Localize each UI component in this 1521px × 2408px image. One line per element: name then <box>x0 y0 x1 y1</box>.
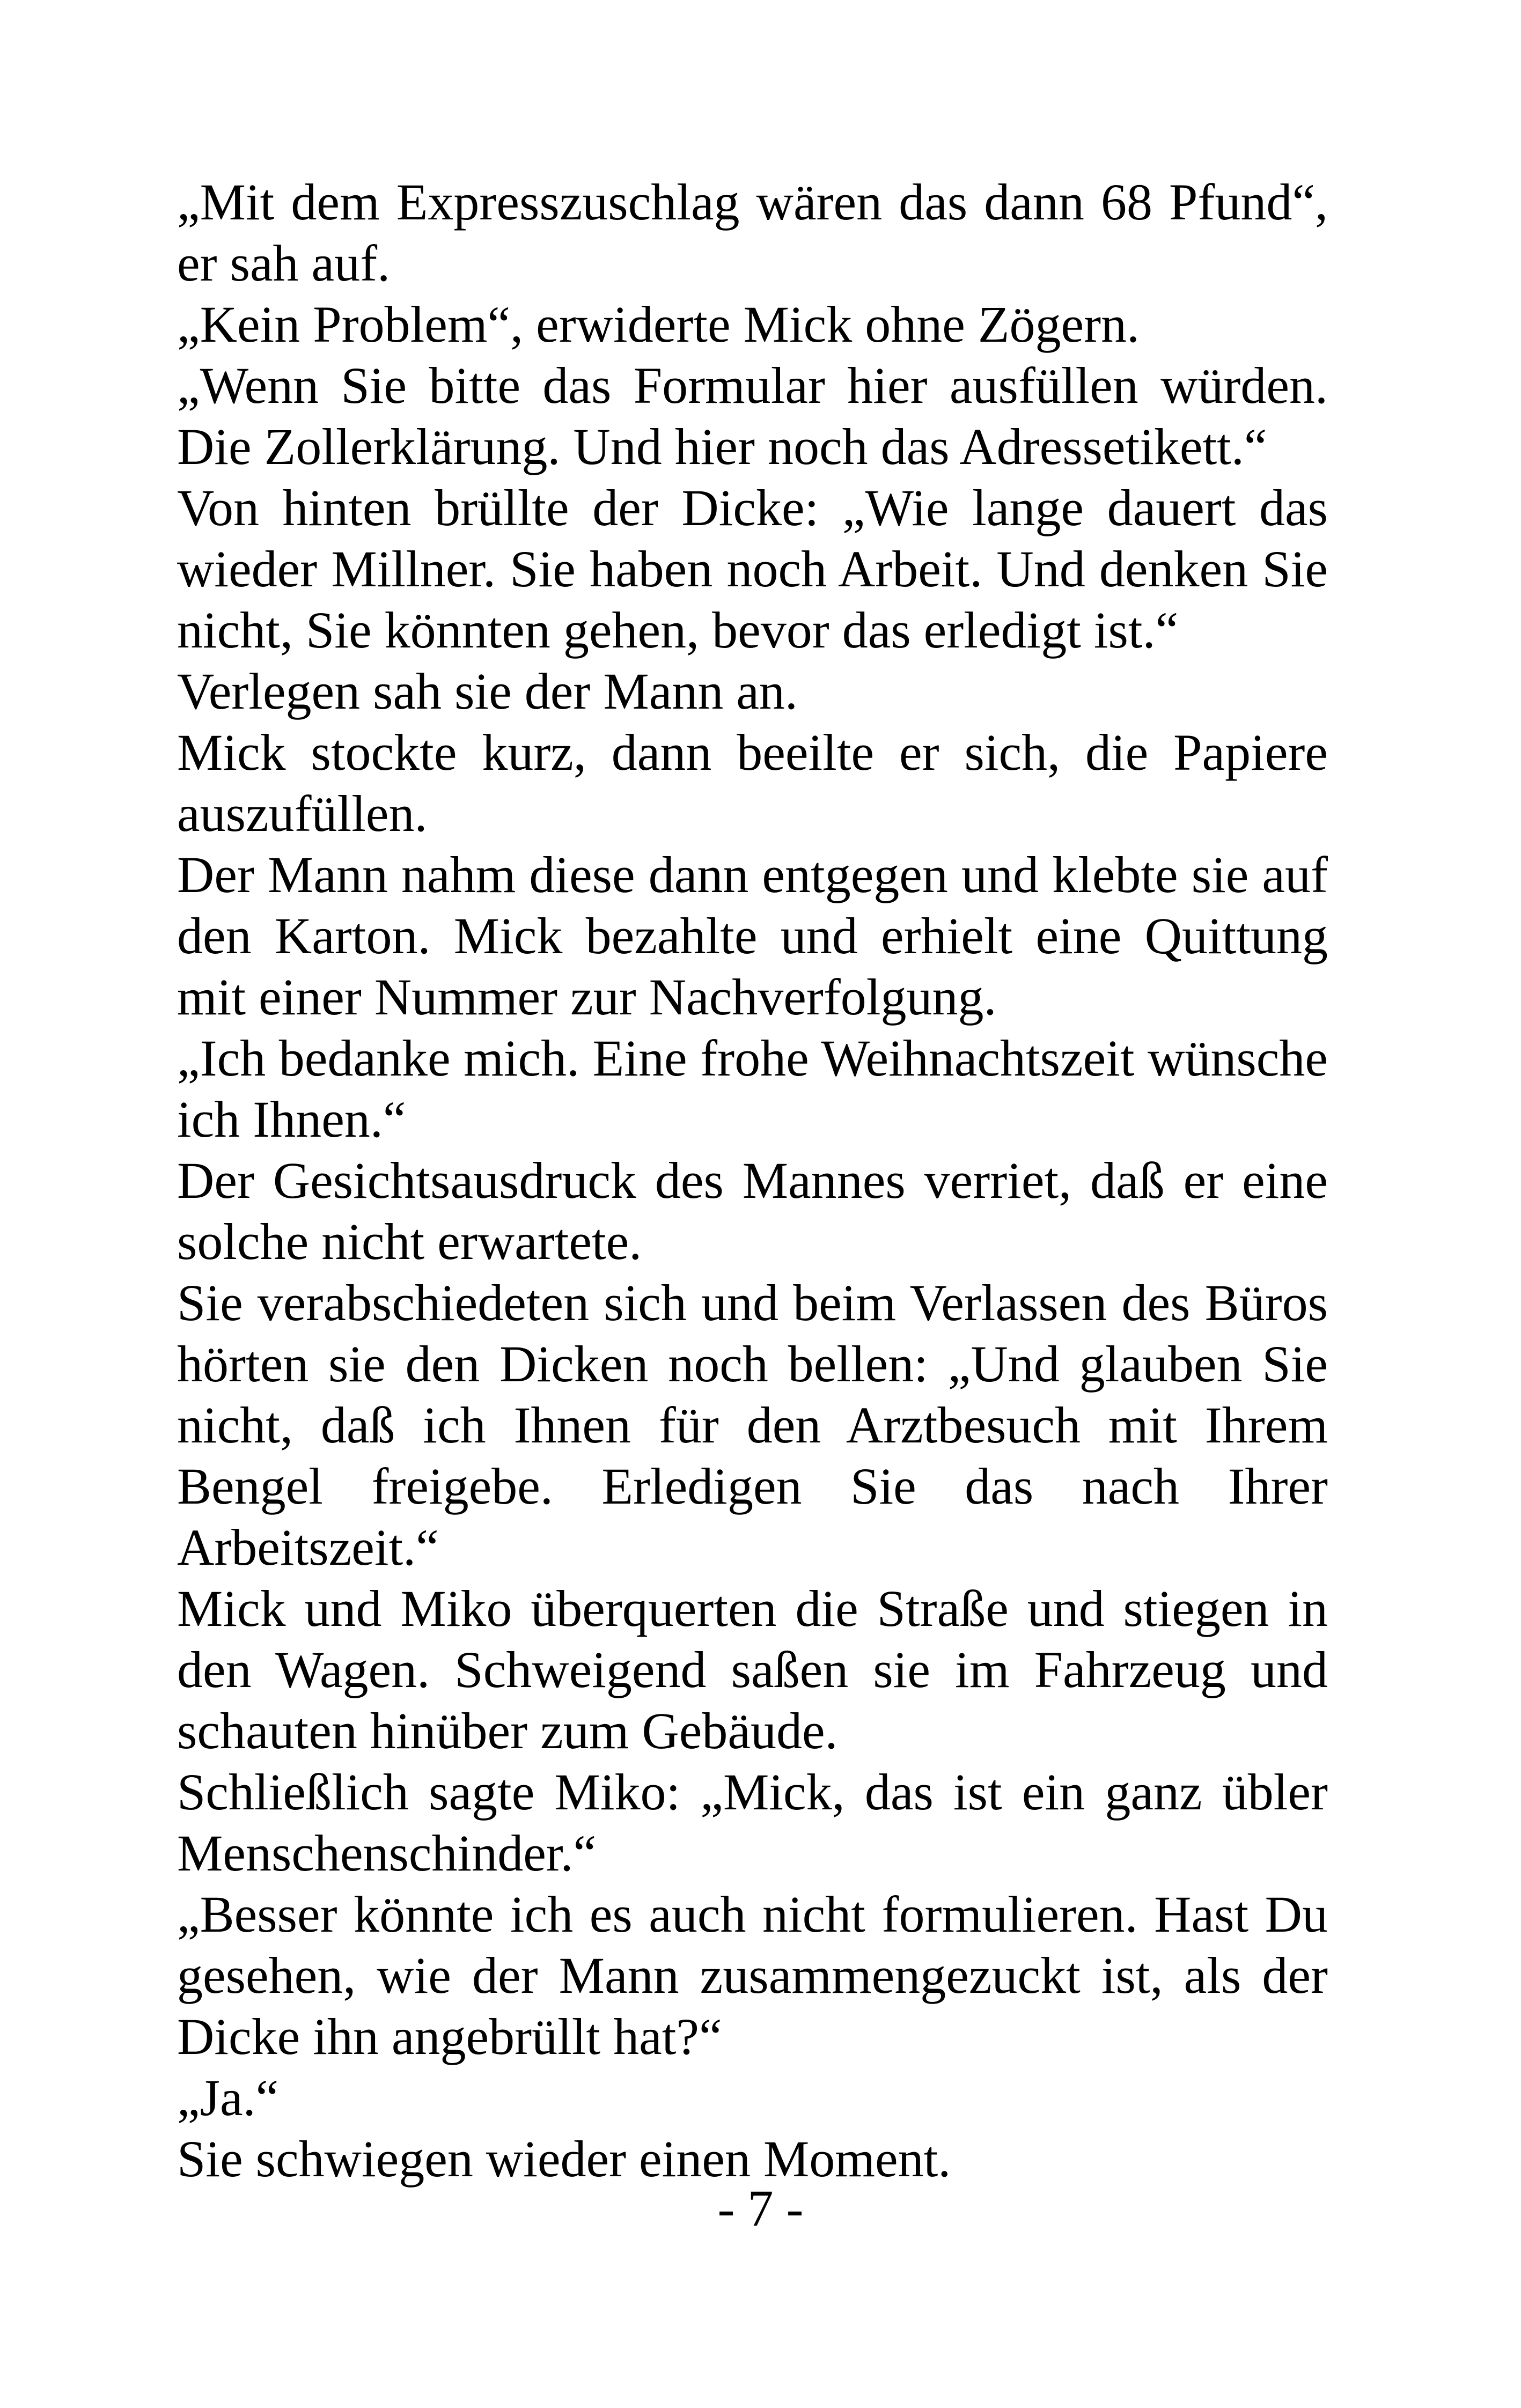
body-text <box>177 172 1328 2190</box>
page-number: - 7 - <box>717 2179 804 2237</box>
paragraph: Mick stockte kurz, dann beeilte er sich, die Papiere auszufüllen. <box>177 724 1328 842</box>
paragraph: „Wenn Sie bitte das Formular hier ausfüllen würden. Die Zollerklärung. Und hier noch das Adressetikett.“ <box>177 357 1328 475</box>
paragraph: Der Gesichtsausdruck des Mannes verriet, daß er eine solche nicht erwartete. <box>177 1152 1328 1270</box>
paragraph: „Ich bedanke mich. Eine frohe Weihnachtszeit wünsche ich Ihnen.“ <box>177 1029 1328 1148</box>
paragraph: „Mit dem Expresszuschlag wären das dann 68 Pfund“, er sah auf. <box>177 173 1328 292</box>
paragraph: Schließlich sagte Miko: „Mick, das ist ein ganz übler Menschenschinder.“ <box>177 1763 1328 1882</box>
paragraph: Mick und Miko überquerten die Straße und stiegen in den Wagen. Schweigend saßen sie im Fahrzeug und schauten hinüber zum Gebäude. <box>177 1580 1328 1759</box>
paragraph: Der Mann nahm diese dann entgegen und klebte sie auf den Karton. Mick bezahlte und erhielt eine Quittung mit einer Nummer zur Nachverfolgung. <box>177 846 1328 1026</box>
paragraph: „Kein Problem“, erwiderte Mick ohne Zögern. <box>177 296 1140 353</box>
paragraph: Von hinten brüllte der Dicke: „Wie lange dauert das wieder Millner. Sie haben noch Arbeit. Und denken Sie nicht, Sie könnten gehen, bevor das erledigt ist.“ <box>177 479 1328 659</box>
paragraph: „Ja.“ <box>177 2069 279 2126</box>
paragraph: Sie verabschiedeten sich und beim Verlassen des Büros hörten sie den Dicken noch bellen: „Und glauben Sie nicht, daß ich Ihnen für den Arztbesuch mit Ihrem Bengel freigebe. Erledigen Sie das nach Ihrer Arbeitszeit.“ <box>177 1274 1328 1576</box>
paragraph: Sie schwiegen wieder einen Moment. <box>177 2130 951 2188</box>
paragraph: „Besser könnte ich es auch nicht formulieren. Hast Du gesehen, wie der Mann zusammengezuckt ist, als der Dicke ihn angebrüllt hat?“ <box>177 1886 1328 2065</box>
paragraph: Verlegen sah sie der Mann an. <box>177 662 798 720</box>
